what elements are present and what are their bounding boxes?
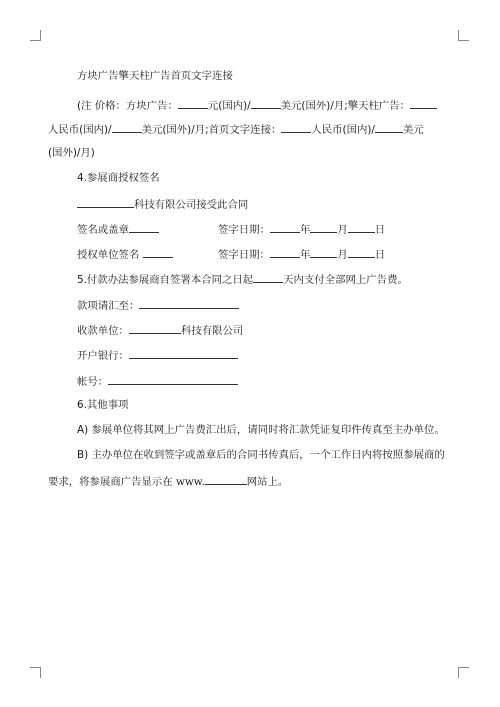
clause-text: B) 主办单位在收到签字或盖章后的合同书传真后，一个工作日内将按照参展商的 [77,449,445,461]
signature-field[interactable] [129,221,159,233]
blank-field[interactable] [251,97,281,109]
price-note-text: 元(国内)/ [207,100,251,112]
day-field[interactable] [348,246,375,258]
auth-label: 授权单位签名 [77,249,140,261]
company-accept-text: 科技有限公司接受此合同 [134,199,249,211]
section-heading: 6.其他事项 [77,399,129,411]
payment-text: 天内支付全部网上广告费。 [283,274,408,286]
price-note-text: 人民币(国内)/ [311,124,375,136]
day-label: 日 [374,249,386,261]
authorized-date-row [218,246,385,262]
price-note-text: 美元 [402,124,424,136]
year-field[interactable] [270,221,300,233]
year-label: 年 [299,249,311,261]
price-note-text: (注 价格：方块广告： [77,100,178,112]
month-label: 月 [337,224,348,236]
clause-text: 网站上。 [246,476,289,488]
authorized-row [77,246,173,262]
payment-method-line [77,271,408,287]
blank-field[interactable] [112,121,142,133]
url-prefix: www. [176,476,205,488]
days-field[interactable] [253,271,283,283]
clause-text: A) 参展单位将其网上广告费汇出后，请同时将汇款凭证复印件传真至主办单位。 [77,424,445,436]
clause-b-line-2 [48,473,288,489]
auth-signature-field[interactable] [143,246,173,258]
bank-field[interactable] [129,347,238,359]
price-note-line-2 [48,121,424,137]
day-label: 日 [374,224,386,236]
ad-types-line [77,69,233,83]
year-field[interactable] [270,246,300,258]
bank-line [77,347,238,363]
price-note-text: 美元(国外)/月;擎天柱广告： [280,100,411,112]
signature-row [77,221,159,237]
payee-line [77,322,243,338]
clause-b-line-1 [77,448,445,462]
crop-mark-top-left [30,30,41,41]
payee-label: 收款单位： [77,325,129,337]
company-accept-line [77,196,248,212]
date-label: 签字日期： [218,249,270,261]
year-label: 年 [299,224,311,236]
price-note-text: 美元(国外)/月;首页文字连接： [141,124,282,136]
section-4-heading [77,171,160,185]
clause-a [77,423,445,437]
account-line [77,373,238,389]
price-note-text: 人民币(国内)/ [48,124,112,136]
clause-text: 要求，将参展商广告显示在 [48,476,176,488]
crop-mark-bottom-left [30,667,41,678]
payee-field[interactable] [129,322,181,334]
payee-suffix: 科技有限公司 [180,325,244,337]
month-label: 月 [337,249,348,261]
section-heading: 4.参展商授权签名 [77,172,160,184]
bank-label: 开户银行： [77,350,129,362]
price-note-text: (国外)/月) [48,147,95,159]
date-label: 签字日期： [218,224,270,236]
ad-types-text: 方块广告擎天柱广告首页文字连接 [77,70,233,82]
sign-label: 签名或盖章 [77,224,129,236]
month-field[interactable] [310,246,337,258]
blank-field[interactable] [281,121,311,133]
price-note-line-1 [77,97,437,113]
price-note-line-3 [48,146,95,160]
account-label: 帐号： [77,376,109,388]
month-field[interactable] [310,221,337,233]
remit-label: 款项请汇至： [77,300,140,312]
day-field[interactable] [348,221,375,233]
crop-mark-bottom-right [458,667,469,678]
section-6-heading [77,398,128,412]
website-field[interactable] [205,473,247,485]
remit-field[interactable] [139,297,239,309]
crop-mark-top-right [458,30,469,41]
blank-field[interactable] [410,97,437,109]
signature-date-row [218,221,385,237]
payment-text: 5.付款办法参展商自签署本合同之日起 [77,274,254,286]
account-field[interactable] [108,373,238,385]
blank-field[interactable] [375,121,403,133]
blank-field[interactable] [178,97,208,109]
company-name-field[interactable] [77,196,134,208]
remit-line [77,297,239,313]
